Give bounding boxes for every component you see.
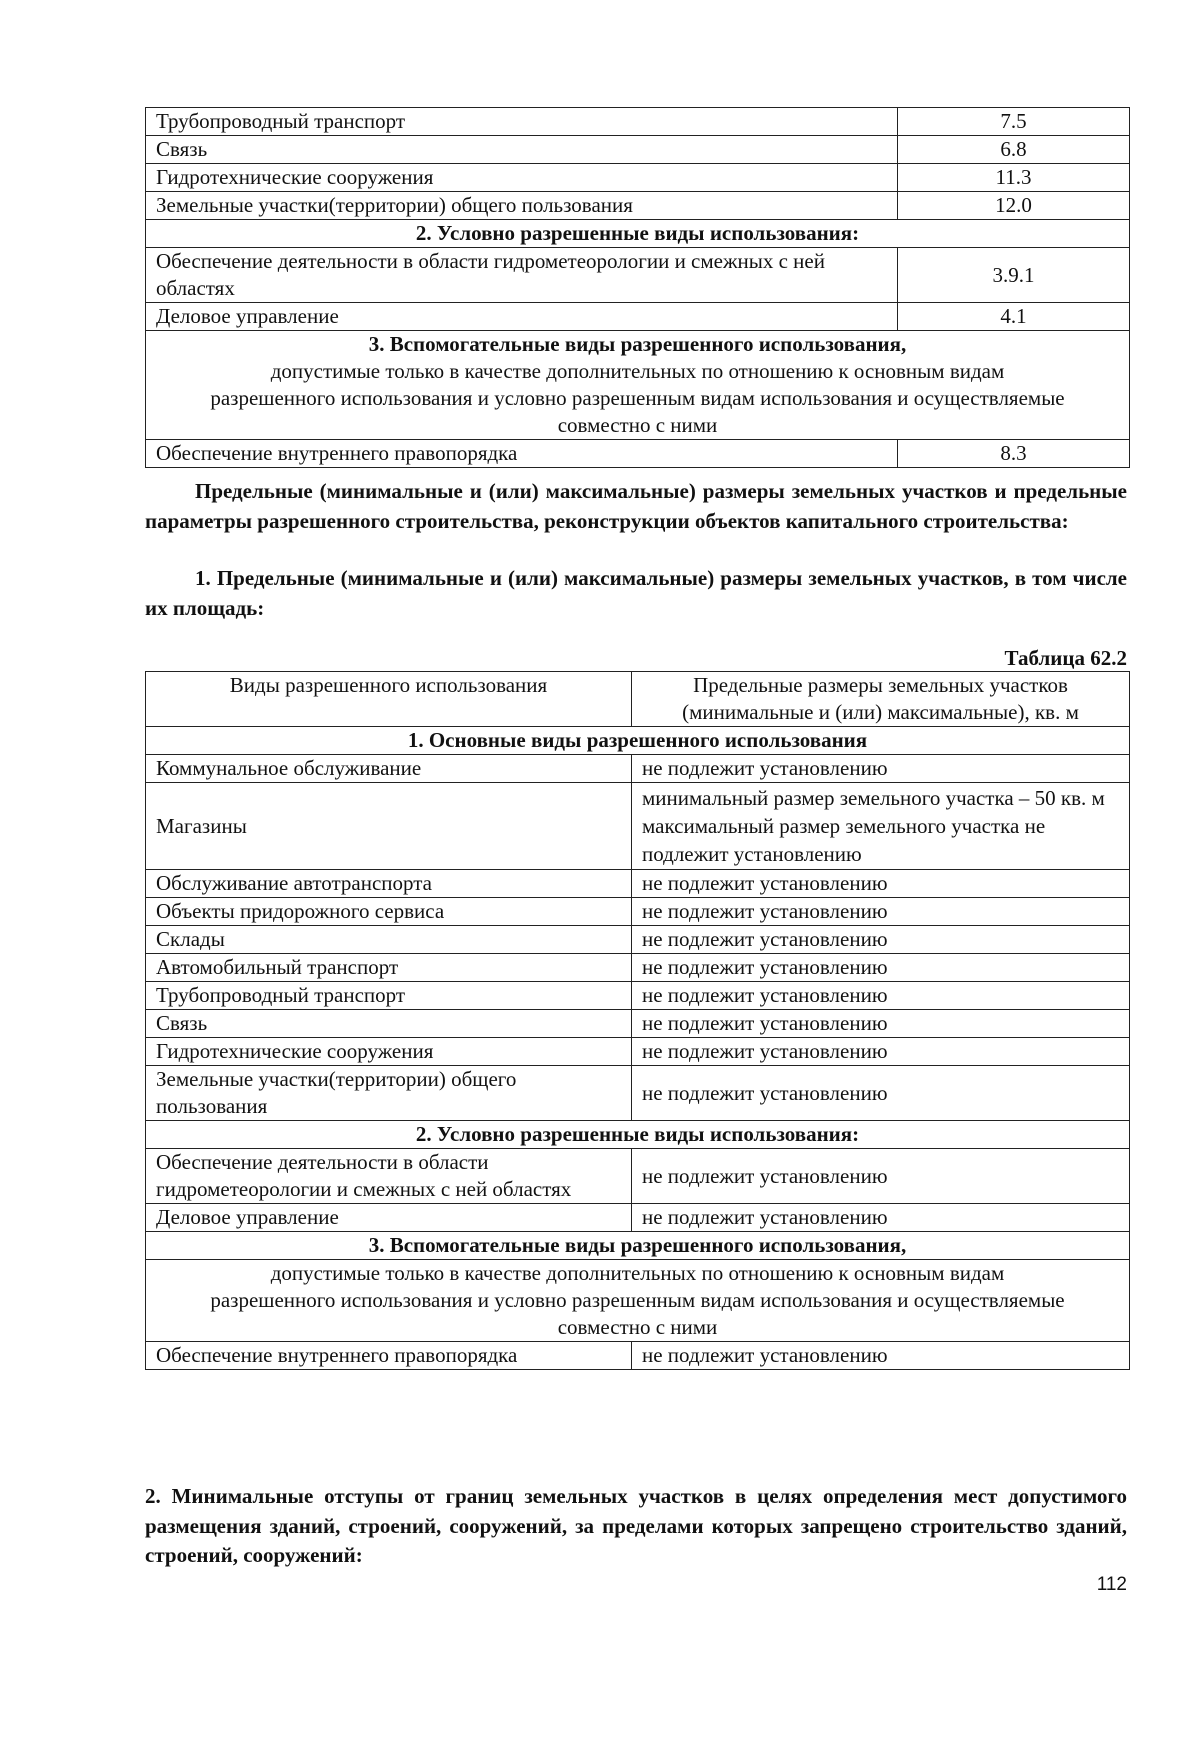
size-limit: не подлежит установлению (632, 1149, 1130, 1204)
paragraph-text: Предельные (минимальные и (или) максимальные) размеры земельных участков и предельные параметры разрешенного строительства, реконструкции объектов капитального строительства: (145, 479, 1127, 533)
table-row (146, 440, 1130, 468)
use-name: Гидротехнические сооружения (146, 1038, 632, 1066)
size-limit: не подлежит установлению (632, 1038, 1130, 1066)
size-limit: не подлежит установлению (632, 870, 1130, 898)
limits-paragraph (145, 477, 1127, 536)
use-code: 8.3 (898, 440, 1130, 468)
section-title: 3. Вспомогательные виды разрешенного использования, (146, 1232, 1130, 1260)
section-title: 2. Условно разрешенные виды использования: (146, 220, 1130, 248)
use-name: Объекты придорожного сервиса (146, 898, 632, 926)
use-name: Связь (146, 1010, 632, 1038)
use-name: Обеспечение деятельности в области гидрометеорологии и смежных с ней областях (146, 1149, 632, 1204)
plot-size-limits-table (145, 671, 1130, 1370)
setbacks-paragraph: 2. Минимальные отступы от границ земельных участков в целях определения мест допустимого размещения зданий, строений, сооружений, за пределами которых запрещено строительство зданий, строений, сооружений: (145, 1484, 1127, 1567)
land-use-codes-table (145, 107, 1130, 468)
table-row (146, 136, 1130, 164)
table-row (146, 1149, 1130, 1204)
table-row (146, 982, 1130, 1010)
size-limit: не подлежит установлению (632, 982, 1130, 1010)
table-row (146, 1066, 1130, 1121)
size-limit: не подлежит установлению (632, 926, 1130, 954)
use-name: Коммунальное обслуживание (146, 755, 632, 783)
section-description-row (146, 1260, 1130, 1342)
use-code: 12.0 (898, 192, 1130, 220)
section-header-row (146, 1121, 1130, 1149)
use-name: Земельные участки(территории) общего пользования (146, 1066, 632, 1121)
table-row (146, 108, 1130, 136)
section-description: допустимые только в качестве дополнительных по отношению к основным видам разрешенного использования и условно разрешенным видам использования и осуществляемые совместно с ними (210, 359, 1065, 437)
section-description: допустимые только в качестве дополнительных по отношению к основным видам разрешенного использования и условно разрешенным видам использования и осуществляемые совместно с ними (146, 1260, 1130, 1342)
table-row (146, 1038, 1130, 1066)
section-header-row (146, 1232, 1130, 1260)
size-limit: не подлежит установлению (632, 755, 1130, 783)
table-row (146, 248, 1130, 303)
size-limit: не подлежит установлению (632, 898, 1130, 926)
use-name: Склады (146, 926, 632, 954)
table-row (146, 954, 1130, 982)
section-header-row (146, 220, 1130, 248)
section-header-row (146, 727, 1130, 755)
section-block (146, 331, 1130, 440)
use-name: Магазины (146, 783, 632, 870)
use-code: 7.5 (898, 108, 1130, 136)
size-limit (632, 783, 1130, 870)
use-name: Трубопроводный транспорт (146, 982, 632, 1010)
table-row (146, 870, 1130, 898)
table-row (146, 1342, 1130, 1370)
section-title: 3. Вспомогательные виды разрешенного использования, (368, 332, 907, 356)
size-limit: не подлежит установлению (632, 954, 1130, 982)
use-name: Обеспечение внутреннего правопорядка (146, 1342, 632, 1370)
use-name: Обеспечение внутреннего правопорядка (146, 440, 898, 468)
section-title: 2. Условно разрешенные виды использования: (146, 1121, 1130, 1149)
use-name: Связь (146, 136, 898, 164)
table-row (146, 926, 1130, 954)
column-header-size-limits: Предельные размеры земельных участков (минимальные и (или) максимальные), кв. м (632, 672, 1130, 727)
use-code: 3.9.1 (898, 248, 1130, 303)
table-row (146, 164, 1130, 192)
table-row (146, 783, 1130, 870)
table-caption: Таблица 62.2 (1004, 646, 1127, 670)
table-row (146, 755, 1130, 783)
table-row (146, 1204, 1130, 1232)
use-code: 11.3 (898, 164, 1130, 192)
use-name: Автомобильный транспорт (146, 954, 632, 982)
use-name: Обеспечение деятельности в области гидрометеорологии и смежных с ней областях (146, 248, 898, 303)
size-limit-max: максимальный размер земельного участка не подлежит установлению (642, 814, 1046, 866)
use-code: 6.8 (898, 136, 1130, 164)
column-header-use-type: Виды разрешенного использования (146, 672, 632, 727)
table-row (146, 303, 1130, 331)
size-limit: не подлежит установлению (632, 1342, 1130, 1370)
use-code: 4.1 (898, 303, 1130, 331)
plot-size-paragraph (145, 564, 1127, 623)
table-row (146, 898, 1130, 926)
table-row (146, 192, 1130, 220)
size-limit: не подлежит установлению (632, 1010, 1130, 1038)
use-name: Трубопроводный транспорт (146, 108, 898, 136)
page-number: 112 (1096, 1574, 1127, 1595)
section-title: 1. Основные виды разрешенного использования (146, 727, 1130, 755)
use-name: Гидротехнические сооружения (146, 164, 898, 192)
use-name: Деловое управление (146, 303, 898, 331)
section-header-row (146, 331, 1130, 440)
use-name: Деловое управление (146, 1204, 632, 1232)
size-limit: не подлежит установлению (632, 1204, 1130, 1232)
size-limit-min: минимальный размер земельного участка – 50 кв. м (642, 786, 1105, 810)
use-name: Земельные участки(территории) общего пользования (146, 192, 898, 220)
size-limit: не подлежит установлению (632, 1066, 1130, 1121)
paragraph-text: 1. Предельные (минимальные и (или) максимальные) размеры земельных участков, в том числе их площадь: (145, 566, 1127, 620)
table-row (146, 1010, 1130, 1038)
use-name: Обслуживание автотранспорта (146, 870, 632, 898)
table-header-row (146, 672, 1130, 727)
